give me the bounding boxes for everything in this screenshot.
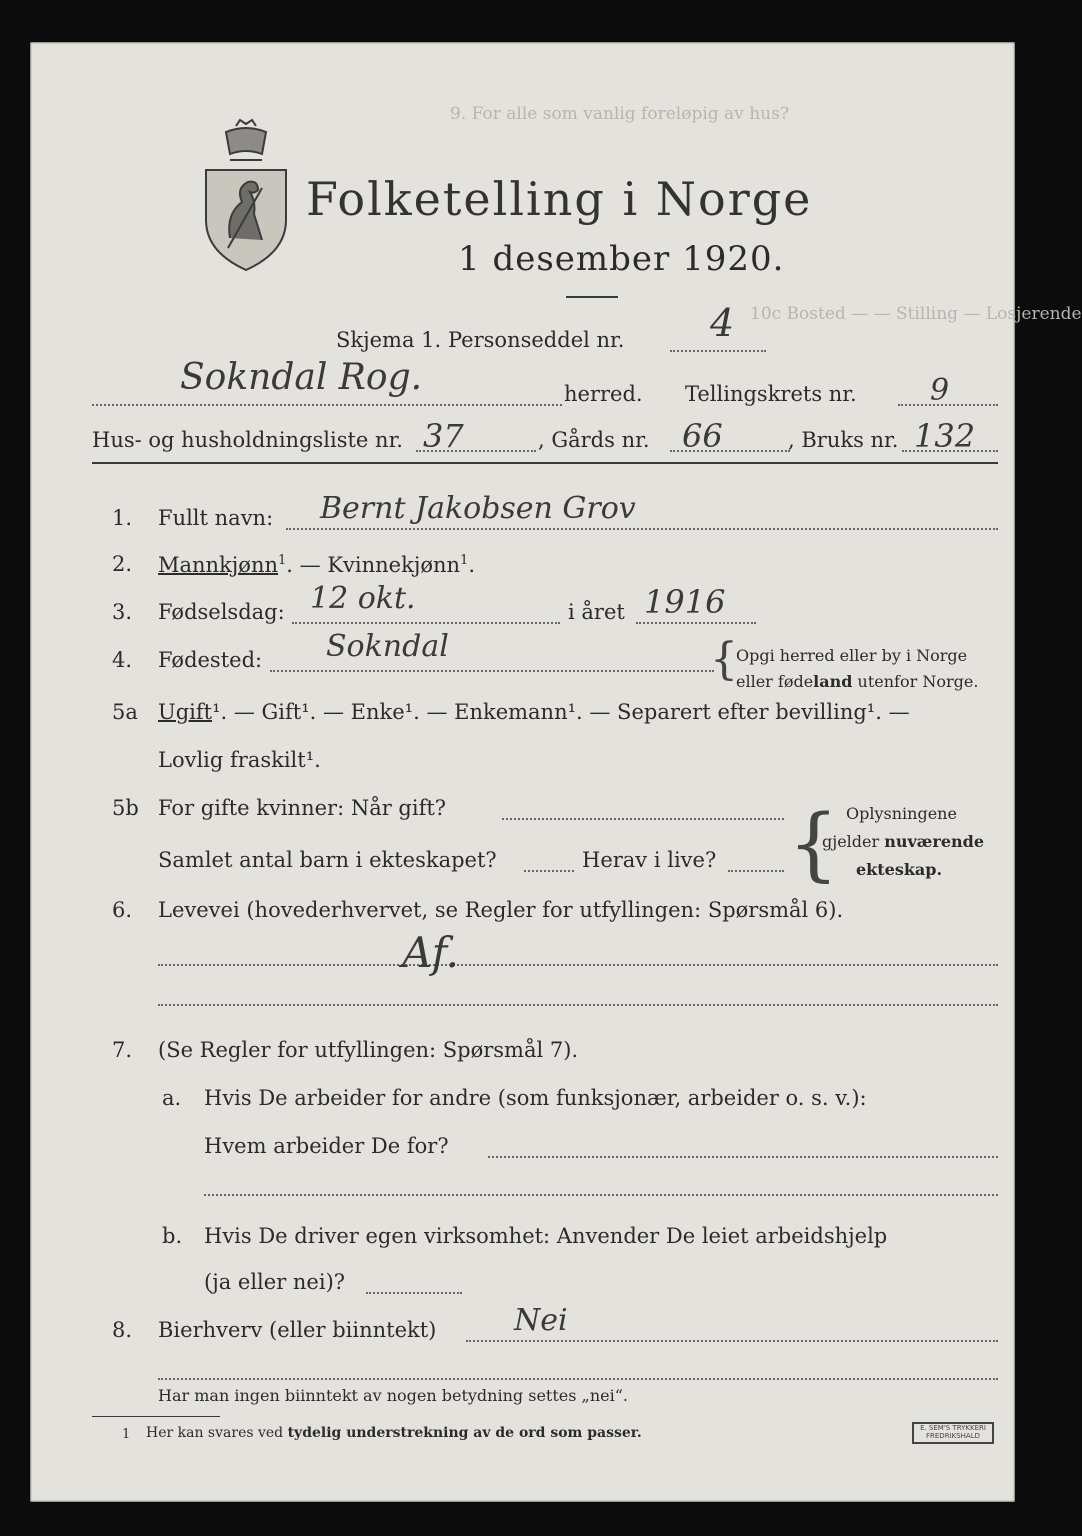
bruks-label: , Bruks nr. [788,428,899,452]
q4-note-1: Opgi herred eller by i Norge [736,646,968,665]
separator: . — [286,553,321,577]
note-text: utenfor Norge. [852,672,979,691]
occupation-value: Af. [402,928,459,977]
footnote-text [146,1426,642,1440]
side-income-value: Nei [514,1303,568,1338]
q8-label: Bierhverv (eller biinntekt) [158,1318,437,1342]
full-name-value: Bernt Jakobsen Grov [320,491,636,526]
married-date-field [502,818,784,820]
q5b-note-3: ekteskap. [856,860,943,879]
q7-number: 7. [112,1038,133,1062]
other-marital-options: ¹. — Gift¹. — Enke¹. — Enkemann¹. — Separert efter bevilling¹. — [212,700,910,724]
q5b-note-2 [822,834,984,850]
q7a-question: Hvem arbeider De for? [204,1134,449,1158]
birthplace-value: Sokndal [326,629,449,664]
herred-field [92,404,562,406]
printer-stamp-line2: FREDRIKSHALD [925,1432,980,1440]
personseddel-label: Personseddel nr. [448,328,625,352]
title-divider [566,296,618,298]
gards-label: , Gårds nr. [538,428,650,452]
q5a-line2: Lovlig fraskilt¹. [158,748,321,772]
q1-number: 1. [112,506,133,530]
q5b-label-1: For gifte kvinner: Når gift? [158,796,447,820]
tellingskrets-label: Tellingskrets nr. [685,382,857,406]
q5a-options [158,702,910,723]
side-income-field [466,1340,998,1342]
personseddel-value: 4 [710,301,735,345]
year-value: 1916 [644,583,726,621]
hus-value: 37 [423,417,464,455]
q6-label: Levevei (hovederhvervet, se Regler for utfyllingen: Spørsmål 6). [158,898,844,922]
q8-number: 8. [112,1318,133,1342]
personseddel-field [670,350,766,352]
q4-label: Fødested: [158,648,263,672]
bleed-through-text: 9. For alle som vanlig foreløpig av hus? [450,104,789,124]
note-emphasis: nuværende [884,832,985,851]
note-text: eller føde [736,672,814,691]
employer-field [488,1156,998,1158]
page-title: Folketelling i Norge [306,172,813,226]
schema-label: Skjema 1. [336,328,442,352]
q3-label: Fødselsdag: [158,600,285,624]
children-count-field [524,870,574,872]
herred-label: herred. [564,382,643,406]
end-mark: . [468,553,475,577]
q7b-label: Hvis De driver egen virksomhet: Anvender De leiet arbeidshjelp [204,1224,888,1248]
q2-gender-options [158,554,475,576]
bruks-value: 132 [914,417,976,455]
q5a-number: 5a [112,700,138,724]
census-date: 1 desember 1920. [458,239,785,279]
brace: { [710,634,738,685]
q1-label: Fullt navn: [158,506,274,530]
census-form-page [30,42,1082,1502]
herred-value: Sokndal Rog. [180,357,423,398]
note-text: gjelder [822,832,885,851]
employer-field-2 [204,1194,998,1196]
side-income-field-2 [158,1378,998,1380]
birthplace-field [270,670,714,672]
header-rule [92,462,998,464]
birthday-field [292,622,560,624]
footnote-text-a: Her kan svares ved [146,1425,288,1441]
q5b-note-1: Oplysningene [846,804,957,823]
year-field [636,622,756,624]
q7b-letter: b. [162,1224,183,1248]
note-emphasis: land [813,672,853,691]
q4-number: 4. [112,648,133,672]
q6-number: 6. [112,898,133,922]
year-label: i året [568,600,625,624]
gards-value: 66 [682,417,723,455]
footer-note: Har man ingen biinntekt av nogen betydning settes „nei“. [158,1386,628,1405]
norway-coat-of-arms-icon [200,118,292,272]
q3-number: 3. [112,600,133,624]
q1-field [286,528,998,530]
children-alive-field [728,870,784,872]
q7-label: (Se Regler for utfyllingen: Spørsmål 7). [158,1038,579,1062]
q4-note-2 [736,674,978,690]
unmarried-option: Ugift [158,700,213,724]
birthday-value: 12 okt. [310,581,416,616]
footnote-ref: 1 [278,553,287,568]
hus-label: Hus- og husholdningsliste nr. [92,428,403,452]
q7a-letter: a. [162,1086,182,1110]
footnote-text-b: tydelig understrekning av de ord som passer. [287,1425,642,1441]
printer-stamp [912,1422,994,1444]
occupation-field-2 [158,1004,998,1006]
q7b-question: (ja eller nei)? [204,1270,346,1294]
q2-number: 2. [112,552,133,576]
q5b-number: 5b [112,796,139,820]
bleed-through-text: 10c Bosted — — Stilling — Losjerende [750,304,1082,324]
printer-stamp-line1: E. SEM'S TRYKKERI [920,1424,986,1432]
footnote-ref: 1 [460,553,469,568]
hired-help-field [366,1292,462,1294]
occupation-field [158,964,998,966]
female-option: Kvinnekjønn [327,553,461,577]
tellingskrets-value: 9 [930,373,950,408]
brace: { [788,797,839,890]
footnote-rule [92,1416,220,1417]
q5b-label-3: Herav i live? [582,848,717,872]
footnote-mark: 1 [122,1427,131,1442]
male-option: Mannkjønn [158,553,279,577]
q7a-label: Hvis De arbeider for andre (som funksjonær, arbeider o. s. v.): [204,1086,867,1110]
q5b-label-2: Samlet antal barn i ekteskapet? [158,848,497,872]
